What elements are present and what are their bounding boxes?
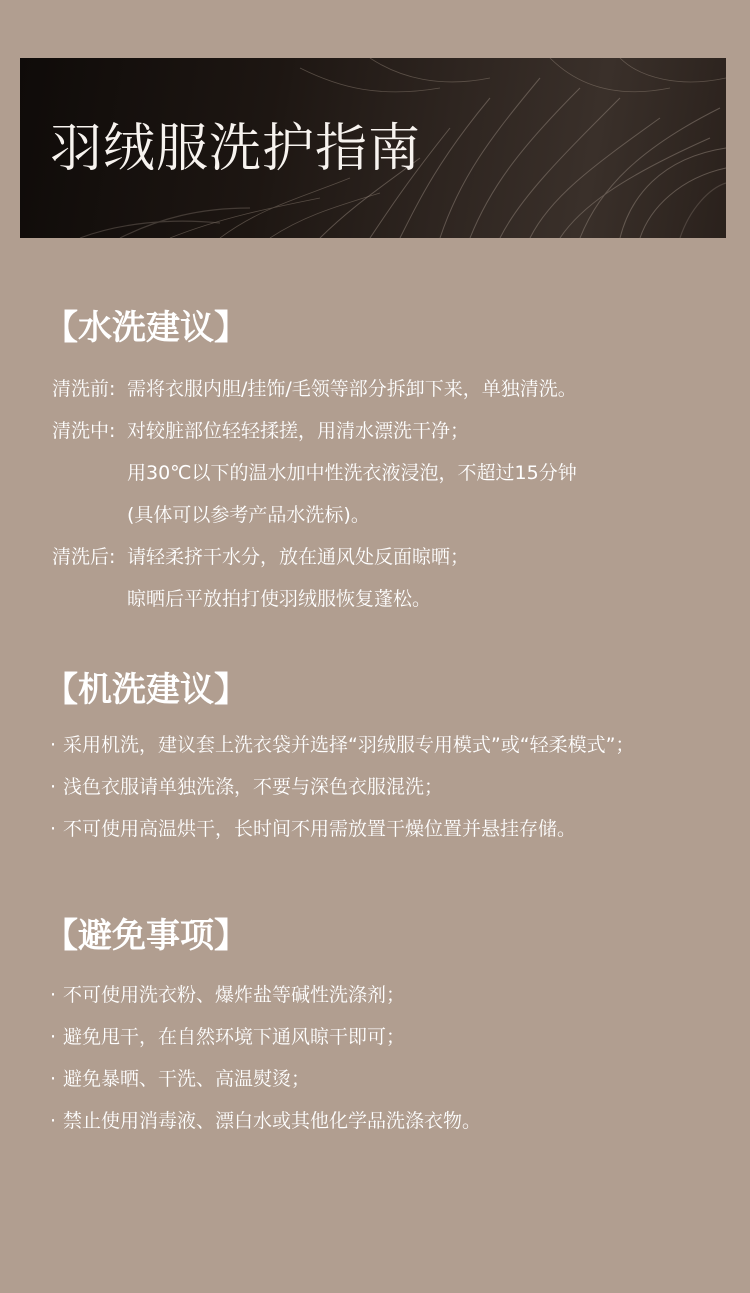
wash-row-text: 请轻柔挤干水分，放在通风处反面晾晒； — [127, 546, 470, 568]
bullet-dot: · — [50, 818, 57, 840]
list-item — [44, 1058, 734, 1100]
list-item — [44, 766, 734, 808]
wash-row — [44, 536, 734, 578]
list-item-text: 不可使用高温烘干，长时间不用需放置干燥位置并悬挂存储。 — [63, 818, 577, 840]
list-item-text: 浅色衣服请单独洗涤，不要与深色衣服混洗； — [63, 776, 444, 798]
wash-row-label: 清洗中: — [52, 420, 116, 442]
bullet-dot: · — [50, 776, 57, 798]
machine-heading: 【机洗建议】 — [44, 670, 248, 710]
list-item-text: 禁止使用消毒液、漂白水或其他化学品洗涤衣物。 — [63, 1110, 482, 1132]
list-item-text: 不可使用洗衣粉、爆炸盐等碱性洗涤剂； — [63, 984, 406, 1006]
list-item — [44, 974, 734, 1016]
wash-row — [44, 578, 734, 620]
list-item — [44, 808, 734, 850]
wash-row — [44, 452, 734, 494]
machine-section — [44, 668, 734, 850]
list-item-text: 避免甩干，在自然环境下通风晾干即可； — [63, 1026, 406, 1048]
page-title: 羽绒服洗护指南 — [50, 119, 422, 179]
list-item — [44, 724, 734, 766]
wash-section — [44, 306, 734, 620]
avoid-heading: 【避免事项】 — [44, 916, 248, 956]
bullet-dot: · — [50, 984, 57, 1006]
wash-heading: 【水洗建议】 — [44, 308, 248, 348]
bullet-dot: · — [50, 734, 57, 756]
wash-row-text: 对较脏部位轻轻揉搓，用清水漂洗干净； — [127, 420, 470, 442]
avoid-section — [44, 914, 734, 1142]
wash-row-text: 用30℃以下的温水加中性洗衣液浸泡，不超过15分钟 — [127, 462, 577, 484]
wash-row-label: 清洗前: — [52, 378, 116, 400]
bullet-dot: · — [50, 1026, 57, 1048]
wash-row — [44, 410, 734, 452]
wash-row-text: (具体可以参考产品水洗标)。 — [127, 504, 370, 526]
wash-row — [44, 368, 734, 410]
wash-row-label: 清洗后: — [52, 546, 116, 568]
list-item-text: 避免暴晒、干洗、高温熨烫； — [63, 1068, 311, 1090]
header-banner — [20, 58, 726, 238]
bullet-dot: · — [50, 1110, 57, 1132]
wash-row — [44, 494, 734, 536]
wash-row-text: 需将衣服内胆/挂饰/毛领等部分拆卸下来，单独清洗。 — [127, 378, 577, 400]
wash-row-text: 晾晒后平放拍打使羽绒服恢复蓬松。 — [127, 588, 432, 610]
bullet-dot: · — [50, 1068, 57, 1090]
list-item-text: 采用机洗，建议套上洗衣袋并选择“羽绒服专用模式”或“轻柔模式”； — [63, 734, 635, 756]
list-item — [44, 1100, 734, 1142]
list-item — [44, 1016, 734, 1058]
